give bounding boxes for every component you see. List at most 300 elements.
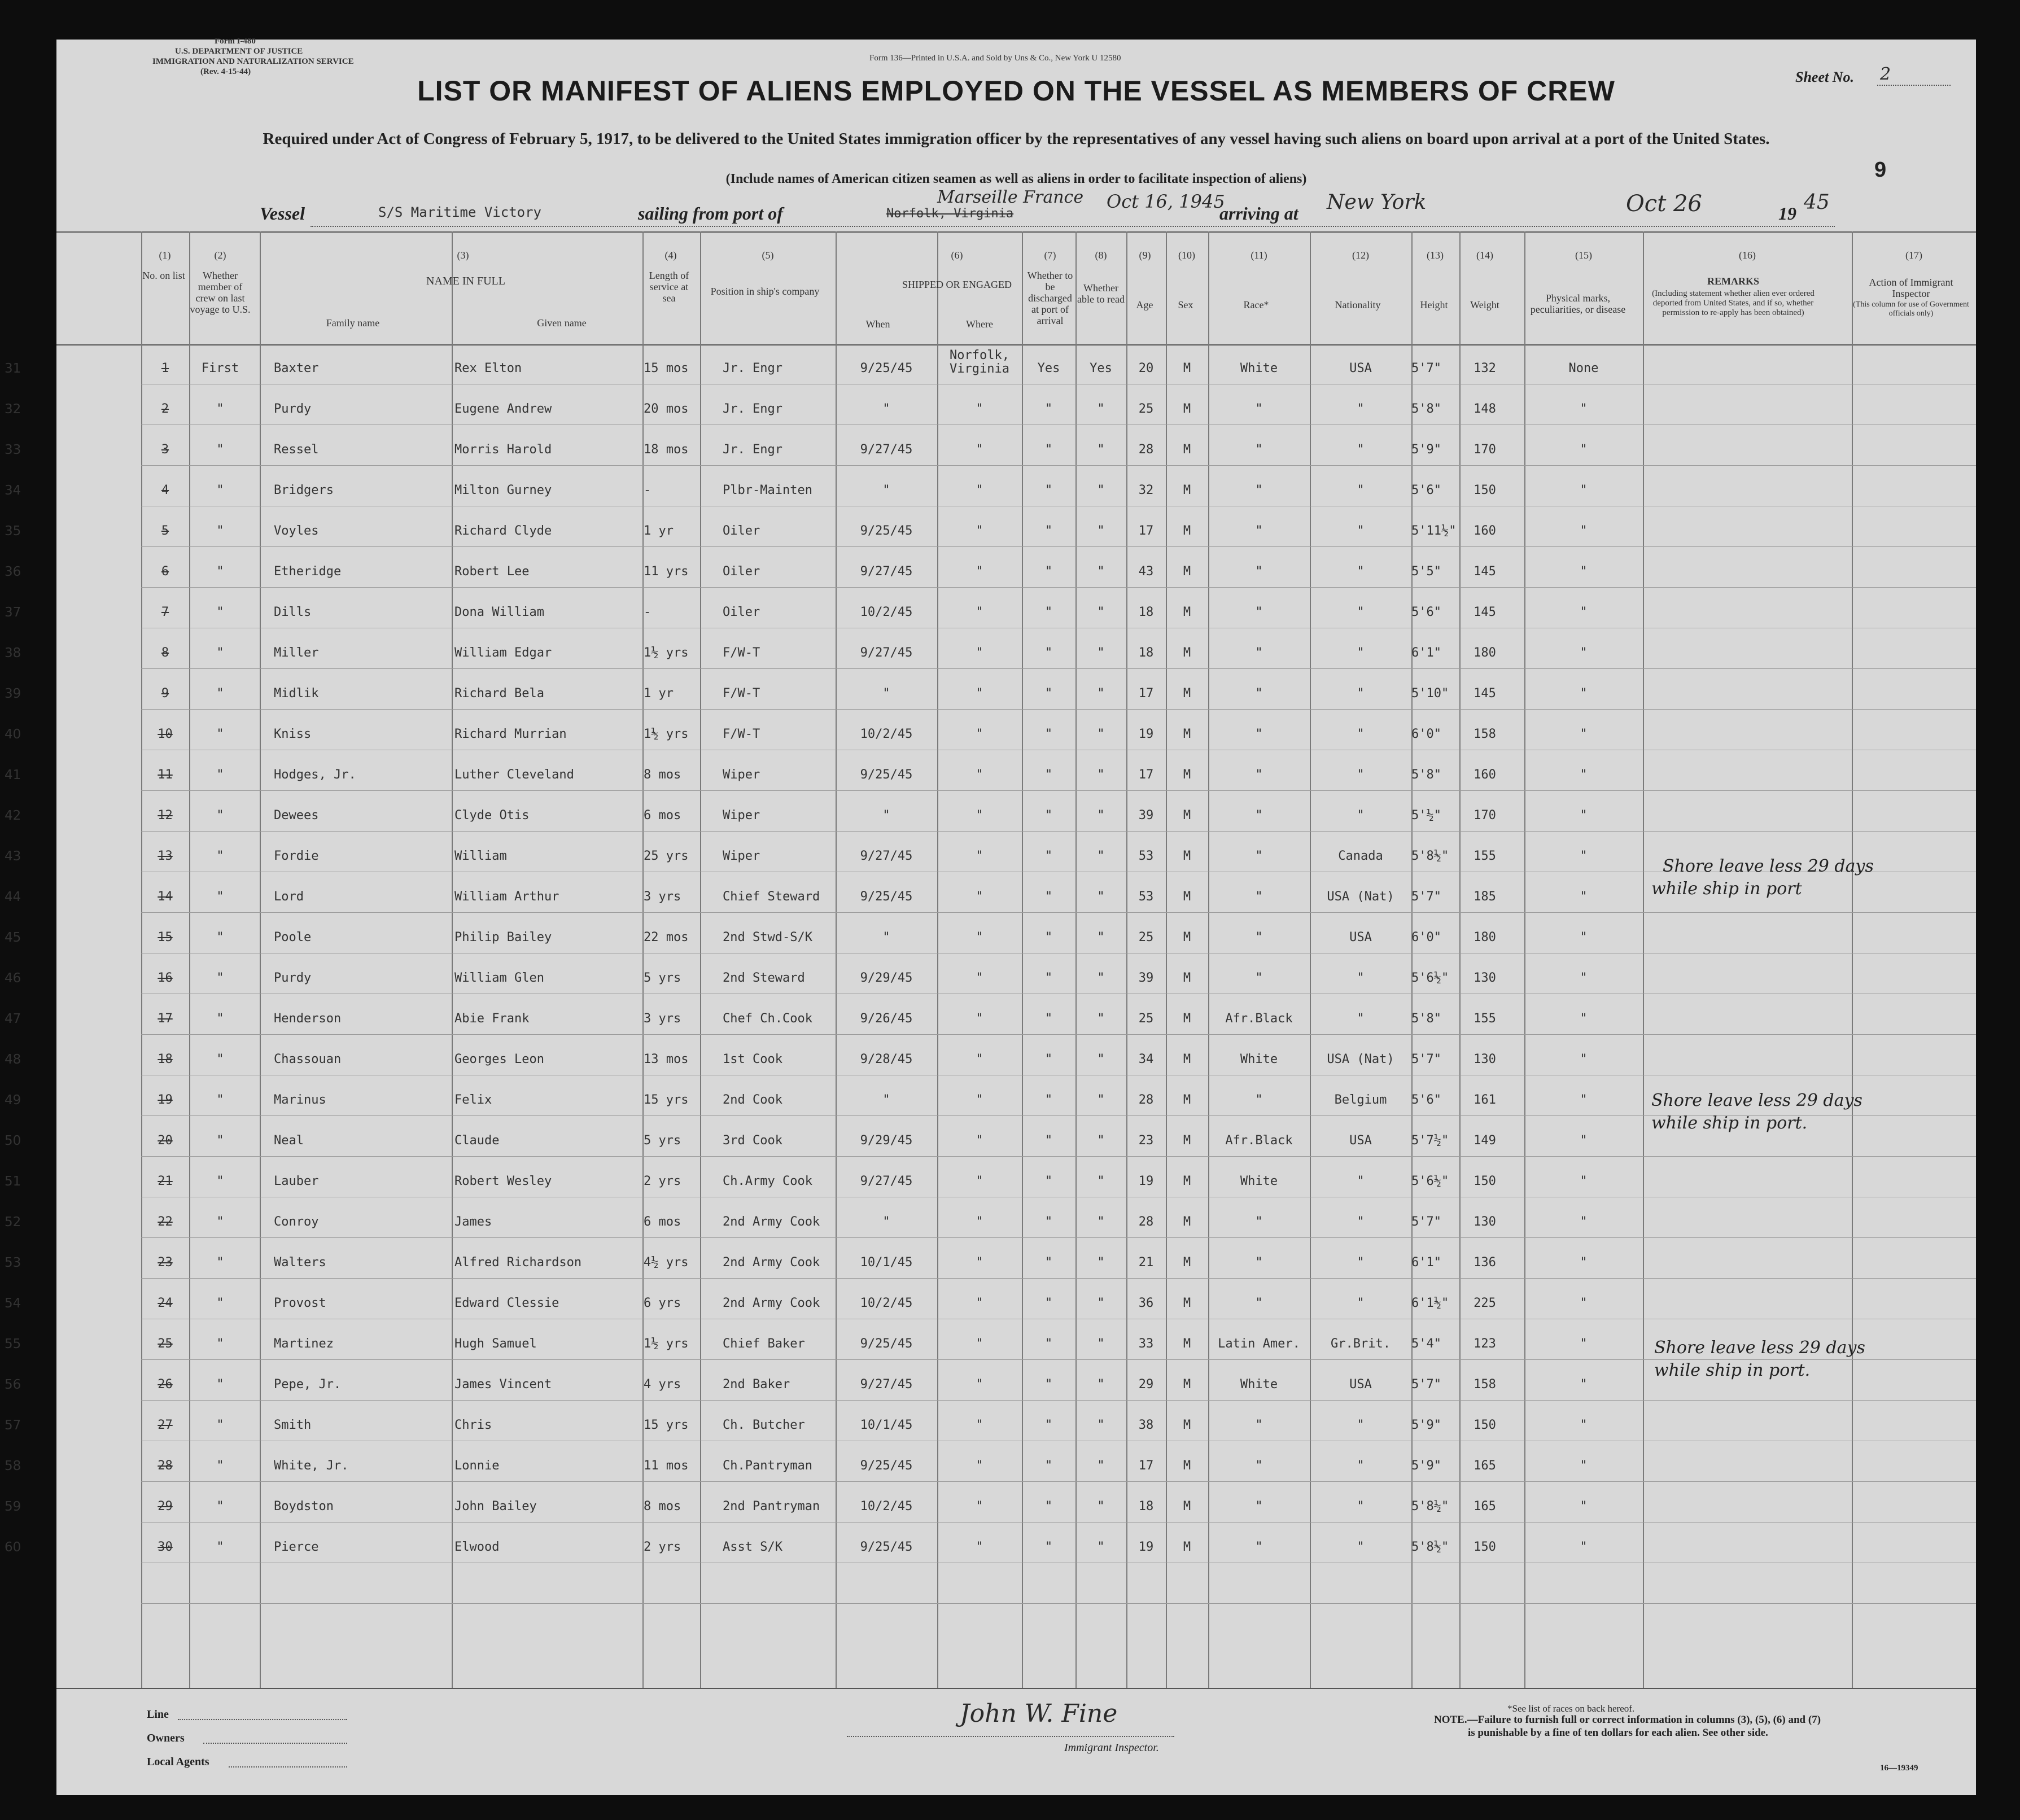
col-whether-member: Whether member of crew on last voyage to U.S. (190, 270, 251, 315)
form-number: Form I-480 (215, 37, 256, 46)
cell-sex: M (1183, 524, 1191, 538)
races-note: *See list of races on back hereof. (1507, 1703, 1635, 1714)
form-code: 16—19349 (1880, 1764, 1918, 1773)
cell-service: 20 mos (644, 402, 689, 416)
cell-given: Dona William (454, 605, 544, 619)
cell-when: 9/27/45 (860, 565, 913, 579)
cell-ref: 51 (5, 1174, 21, 1189)
vessel-name: S/S Maritime Victory (378, 204, 541, 220)
cell-height: 6'1" (1411, 646, 1441, 660)
cell-race: " (1255, 1255, 1263, 1270)
cell-position: F/W-T (723, 727, 760, 741)
cell-voyage: " (216, 524, 224, 538)
cell-discharged: " (1044, 1499, 1053, 1513)
cell-ref: 56 (5, 1377, 21, 1392)
cell-where: " (976, 1052, 983, 1066)
cell-height: 5'8" (1411, 768, 1441, 782)
col-height: Height (1420, 299, 1448, 310)
cell-when: 10/2/45 (860, 1296, 913, 1310)
cell-weight: 132 (1474, 361, 1496, 375)
cell-race: " (1255, 646, 1263, 660)
cell-when: " (882, 1215, 890, 1229)
cell-family: Baxter (274, 361, 319, 375)
revision: (Rev. 4-15-44) (200, 67, 251, 76)
cell-sex: M (1183, 849, 1191, 863)
cell-no: 7 (161, 605, 169, 619)
cell-read: " (1097, 727, 1105, 741)
cell-weight: 225 (1474, 1296, 1496, 1310)
vessel-line-rule (311, 226, 1835, 227)
cell-family: Neal (274, 1134, 304, 1148)
cell-voyage: " (216, 971, 224, 985)
cell-race: " (1255, 890, 1263, 904)
cell-sex: M (1183, 971, 1191, 985)
cell-race: " (1255, 808, 1263, 823)
cell-no: 24 (158, 1296, 173, 1310)
cell-weight: 130 (1474, 1215, 1496, 1229)
cell-physical: " (1580, 1418, 1588, 1432)
cell-ref: 38 (5, 646, 21, 660)
cell-sex: M (1183, 1052, 1191, 1066)
cell-when: 9/25/45 (860, 1540, 913, 1554)
cell-service: 1½ yrs (644, 727, 689, 741)
penalty-note-1: NOTE.—Failure to furnish full or correct information in columns (3), (5), (6) and (7) (1434, 1714, 1821, 1726)
cell-sex: M (1183, 1174, 1191, 1188)
column-number: (10) (1178, 250, 1195, 261)
cell-sex: M (1183, 646, 1191, 660)
cell-given: William Edgar (454, 646, 552, 660)
cell-nationality: USA (1349, 361, 1372, 375)
remark-line: while ship in port (1651, 879, 1802, 899)
cell-when: 10/2/45 (860, 1499, 913, 1513)
cell-race: Afr.Black (1225, 1012, 1293, 1026)
row-rule (141, 1237, 1976, 1238)
cell-height: 5'8½" (1411, 1499, 1449, 1513)
cell-ref: 55 (5, 1337, 21, 1351)
cell-given: Robert Lee (454, 565, 530, 579)
cell-no: 11 (158, 768, 173, 782)
cell-discharged: " (1044, 971, 1053, 985)
cell-family: Martinez (274, 1337, 334, 1351)
col-physical: Physical marks, peculiarities, or disease (1530, 292, 1626, 315)
cell-voyage: " (216, 1337, 224, 1351)
cell-sex: M (1183, 605, 1191, 619)
cell-weight: 123 (1474, 1337, 1496, 1351)
row-rule (141, 668, 1976, 669)
cell-height: 6'0" (1411, 930, 1441, 944)
cell-sex: M (1183, 1093, 1191, 1107)
cell-sex: M (1183, 1377, 1191, 1392)
cell-ref: 49 (5, 1093, 21, 1108)
cell-weight: 150 (1474, 1174, 1496, 1188)
document-subtitle: Required under Act of Congress of February 5, 1917, to be delivered to the United States immigration officer by the representatives of any vessel having such aliens on board upon arrival at a port of the United States. (263, 130, 1770, 148)
inspector-label: Immigrant Inspector. (1064, 1742, 1159, 1754)
cell-given: Richard Bela (454, 686, 544, 701)
cell-race: " (1255, 1418, 1263, 1432)
signature-rule (847, 1736, 1174, 1737)
cell-voyage: " (216, 1499, 224, 1513)
cell-where: " (976, 1459, 983, 1473)
cell-service: 6 mos (644, 1215, 681, 1229)
cell-physical: " (1580, 1540, 1588, 1554)
cell-physical: " (1580, 1255, 1588, 1270)
cell-when: 9/28/45 (860, 1052, 913, 1066)
cell-height: 5'8½" (1411, 849, 1449, 863)
cell-discharged: " (1044, 1052, 1053, 1066)
cell-voyage: " (216, 727, 224, 741)
cell-discharged: " (1044, 443, 1053, 457)
cell-nationality: " (1357, 1296, 1365, 1310)
cell-voyage: " (216, 1296, 224, 1310)
cell-weight: 145 (1474, 605, 1496, 619)
cell-position: 2nd Steward (723, 971, 805, 985)
cell-ref: 60 (5, 1540, 21, 1555)
cell-when: 9/27/45 (860, 1174, 913, 1188)
row-rule (141, 587, 1976, 588)
cell-ref: 57 (5, 1418, 21, 1433)
cell-read: " (1097, 1418, 1105, 1432)
cell-nationality: USA (1349, 1134, 1372, 1148)
cell-when: " (882, 1093, 890, 1107)
cell-voyage: " (216, 890, 224, 904)
cell-sex: M (1183, 1215, 1191, 1229)
cell-read: " (1097, 1134, 1105, 1148)
cell-no: 4 (161, 483, 169, 497)
row-rule (141, 1522, 1976, 1523)
cell-position: 2nd Army Cook (723, 1255, 820, 1270)
cell-physical: " (1580, 1377, 1588, 1392)
cell-when: 9/25/45 (860, 890, 913, 904)
cell-service: 8 mos (644, 768, 681, 782)
cell-sex: M (1183, 930, 1191, 944)
cell-sex: M (1183, 1012, 1191, 1026)
cell-physical: " (1580, 1296, 1588, 1310)
cell-ref: 45 (5, 930, 21, 945)
cell-where: " (976, 1499, 983, 1513)
cell-height: 5'6" (1411, 483, 1441, 497)
cell-voyage: " (216, 808, 224, 823)
cell-age: 18 (1138, 646, 1154, 660)
cell-sex: M (1183, 808, 1191, 823)
cell-position: 3rd Cook (723, 1134, 782, 1148)
cell-nationality: " (1357, 808, 1365, 823)
cell-family: Hodges, Jr. (274, 768, 356, 782)
cell-nationality: Belgium (1334, 1093, 1387, 1107)
cell-where: " (976, 443, 983, 457)
cell-family: Lord (274, 890, 304, 904)
cell-where: " (976, 1093, 983, 1107)
cell-voyage: " (216, 605, 224, 619)
cell-age: 19 (1138, 1540, 1154, 1554)
cell-family: Voyles (274, 524, 319, 538)
cell-discharged: " (1044, 1296, 1053, 1310)
cell-age: 19 (1138, 1174, 1154, 1188)
cell-nationality: " (1357, 565, 1365, 579)
cell-race: White (1240, 1174, 1278, 1188)
cell-where: " (976, 1134, 983, 1148)
cell-position: Oiler (723, 524, 760, 538)
cell-race: " (1255, 524, 1263, 538)
cell-discharged: " (1044, 605, 1053, 619)
cell-given: Claude (454, 1134, 500, 1148)
cell-height: 5'7" (1411, 1052, 1441, 1066)
cell-height: 5'9" (1411, 1459, 1441, 1473)
cell-ref: 32 (5, 402, 21, 417)
cell-weight: 165 (1474, 1499, 1496, 1513)
cell-position: 2nd Cook (723, 1093, 782, 1107)
cell-where: " (976, 808, 983, 823)
cell-ref: 59 (5, 1499, 21, 1514)
cell-given: Morris Harold (454, 443, 552, 457)
cell-no: 22 (158, 1215, 173, 1229)
cell-race: Afr.Black (1225, 1134, 1293, 1148)
cell-age: 28 (1138, 443, 1154, 457)
printer-line: Form 136—Printed in U.S.A. and Sold by Uns & Co., New York U 12580 (869, 54, 1121, 63)
cell-read: " (1097, 1052, 1105, 1066)
penalty-note-2: is punishable by a fine of ten dollars for each alien. See other side. (1468, 1727, 1768, 1739)
cell-nationality: " (1357, 1459, 1365, 1473)
col-name-in-full: NAME IN FULL (426, 275, 505, 287)
cell-physical: " (1580, 565, 1588, 579)
cell-height: 5'8½" (1411, 1540, 1449, 1554)
cell-family: Poole (274, 930, 312, 944)
cell-physical: " (1580, 646, 1588, 660)
cell-read: " (1097, 890, 1105, 904)
row-rule (141, 1400, 1976, 1401)
cell-where: " (976, 565, 983, 579)
cell-weight: 158 (1474, 727, 1496, 741)
cell-weight: 185 (1474, 890, 1496, 904)
cell-family: Marinus (274, 1093, 326, 1107)
cell-race: White (1240, 1377, 1278, 1392)
cell-read: " (1097, 1337, 1105, 1351)
cell-position: Ch. Butcher (723, 1418, 805, 1432)
cell-age: 39 (1138, 808, 1154, 823)
cell-when: 9/25/45 (860, 361, 913, 375)
cell-sex: M (1183, 1540, 1191, 1554)
cell-sex: M (1183, 483, 1191, 497)
cell-age: 25 (1138, 930, 1154, 944)
column-number: (11) (1251, 250, 1267, 261)
cell-read: " (1097, 768, 1105, 782)
cell-where: " (976, 1540, 983, 1554)
cell-service: 3 yrs (644, 890, 681, 904)
cell-height: 5'6½" (1411, 971, 1449, 985)
cell-given: Chris (454, 1418, 492, 1432)
cell-where: " (976, 768, 983, 782)
cell-family: Pierce (274, 1540, 319, 1554)
cell-position: Plbr-Mainten (723, 483, 812, 497)
cell-height: 5'7" (1411, 890, 1441, 904)
cell-physical: " (1580, 483, 1588, 497)
cell-given: Richard Clyde (454, 524, 552, 538)
cell-when: 9/27/45 (860, 443, 913, 457)
cell-weight: 170 (1474, 443, 1496, 457)
sail-date: Oct 16, 1945 (1107, 191, 1225, 212)
column-number: (13) (1427, 250, 1444, 261)
cell-ref: 44 (5, 890, 21, 904)
cell-where: " (976, 971, 983, 985)
cell-weight: 145 (1474, 565, 1496, 579)
column-number: (2) (214, 250, 226, 261)
cell-service: - (644, 483, 652, 497)
cell-read: " (1097, 1540, 1105, 1554)
column-number: (6) (951, 250, 963, 261)
cell-discharged: " (1044, 1134, 1053, 1148)
cell-no: 6 (161, 565, 169, 579)
cell-position: Oiler (723, 605, 760, 619)
column-number: (1) (159, 250, 171, 261)
cell-no: 25 (158, 1337, 173, 1351)
cell-age: 17 (1138, 1459, 1154, 1473)
cell-family: Boydston (274, 1499, 334, 1513)
cell-weight: 158 (1474, 1377, 1496, 1392)
cell-family: Conroy (274, 1215, 319, 1229)
cell-family: Dewees (274, 808, 319, 823)
cell-position: Ch.Pantryman (723, 1459, 812, 1473)
cell-physical: " (1580, 1093, 1588, 1107)
cell-voyage: " (216, 849, 224, 863)
cell-discharged: " (1044, 1540, 1053, 1554)
cell-given: Milton Gurney (454, 483, 552, 497)
cell-service: 25 yrs (644, 849, 689, 863)
cell-service: 18 mos (644, 443, 689, 457)
cell-physical: " (1580, 1134, 1588, 1148)
cell-height: 5'7" (1411, 361, 1441, 375)
cell-where: " (976, 1012, 983, 1026)
cell-race: White (1240, 1052, 1278, 1066)
cell-discharged: " (1044, 565, 1053, 579)
cell-physical: " (1580, 1174, 1588, 1188)
manifest-sheet (5, 37, 1976, 1795)
cell-sex: M (1183, 1459, 1191, 1473)
service: IMMIGRATION AND NATURALIZATION SERVICE (152, 57, 354, 66)
cell-no: 17 (158, 1012, 173, 1026)
cell-read: " (1097, 1093, 1105, 1107)
cell-discharged: " (1044, 930, 1053, 944)
cell-sex: M (1183, 1499, 1191, 1513)
cell-service: 2 yrs (644, 1540, 681, 1554)
cell-family: Bridgers (274, 483, 334, 497)
cell-physical: " (1580, 1459, 1588, 1473)
cell-ref: 50 (5, 1134, 21, 1148)
column-rule (260, 231, 261, 1688)
cell-weight: 145 (1474, 686, 1496, 701)
cell-read: " (1097, 443, 1105, 457)
cell-given: Luther Cleveland (454, 768, 574, 782)
cell-physical: " (1580, 727, 1588, 741)
cell-voyage: " (216, 1377, 224, 1392)
footer-line-label: Line (147, 1708, 169, 1721)
cell-physical: " (1580, 1499, 1588, 1513)
cell-sex: M (1183, 443, 1191, 457)
cell-given: William (454, 849, 507, 863)
cell-nationality: " (1357, 646, 1365, 660)
cell-position: Wiper (723, 808, 760, 823)
cell-position: Wiper (723, 768, 760, 782)
cell-given: Eugene Andrew (454, 402, 552, 416)
cell-height: 5'4" (1411, 1337, 1441, 1351)
cell-weight: 136 (1474, 1255, 1496, 1270)
cell-sex: M (1183, 565, 1191, 579)
cell-read: " (1097, 1012, 1105, 1026)
cell-weight: 160 (1474, 768, 1496, 782)
cell-height: 5'9" (1411, 443, 1441, 457)
cell-read: " (1097, 1499, 1105, 1513)
cell-race: Latin Amer. (1218, 1337, 1300, 1351)
cell-service: 15 yrs (644, 1093, 689, 1107)
cell-when: " (882, 402, 890, 416)
cell-service: 6 yrs (644, 1296, 681, 1310)
cell-age: 17 (1138, 686, 1154, 701)
cell-discharged: " (1044, 890, 1053, 904)
cell-when: " (882, 930, 890, 944)
cell-where: " (976, 1377, 983, 1392)
cell-sex: M (1183, 1255, 1191, 1270)
cell-height: 5'5" (1411, 565, 1441, 579)
col-position: Position in ship's company (710, 286, 820, 297)
cell-read: " (1097, 646, 1105, 660)
agents-rule (229, 1766, 347, 1768)
header-bottom-rule (56, 344, 1976, 345)
cell-voyage: " (216, 768, 224, 782)
cell-where: " (976, 1215, 983, 1229)
cell-no: 10 (158, 727, 173, 741)
cell-race: " (1255, 1296, 1263, 1310)
cell-discharged: " (1044, 1377, 1053, 1392)
cell-read: " (1097, 402, 1105, 416)
cell-nationality: " (1357, 1174, 1365, 1188)
cell-weight: 130 (1474, 1052, 1496, 1066)
col-given-name: Given name (537, 317, 587, 329)
row-rule (141, 1034, 1976, 1035)
cell-race: " (1255, 1459, 1263, 1473)
cell-nationality: USA (Nat) (1327, 890, 1394, 904)
page-mark: 9 (1874, 158, 1887, 182)
cell-race: " (1255, 971, 1263, 985)
cell-given: Lonnie (454, 1459, 500, 1473)
cell-age: 20 (1138, 361, 1154, 375)
cell-height: 5'½" (1411, 808, 1441, 823)
cell-physical: None (1568, 361, 1599, 375)
cell-where: " (976, 686, 983, 701)
cell-nationality: " (1357, 443, 1365, 457)
col-age: Age (1136, 299, 1153, 310)
cell-discharged: " (1044, 402, 1053, 416)
cell-position: Chef Ch.Cook (723, 1012, 812, 1026)
cell-read: " (1097, 1255, 1105, 1270)
cell-no: 29 (158, 1499, 173, 1513)
cell-when: 9/25/45 (860, 1459, 913, 1473)
cell-service: 11 mos (644, 1459, 689, 1473)
cell-where: " (976, 1296, 983, 1310)
port-handwritten: Marseille France (937, 187, 1084, 207)
cell-age: 17 (1138, 768, 1154, 782)
cell-position: 2nd Army Cook (723, 1215, 820, 1229)
cell-position: F/W-T (723, 646, 760, 660)
cell-given: Elwood (454, 1540, 500, 1554)
remark-row-13 (1651, 855, 1874, 900)
cell-race: " (1255, 1093, 1263, 1107)
cell-nationality: " (1357, 524, 1365, 538)
cell-read: " (1097, 1215, 1105, 1229)
cell-discharged: " (1044, 808, 1053, 823)
cell-age: 38 (1138, 1418, 1154, 1432)
cell-no: 3 (161, 443, 169, 457)
cell-service: 8 mos (644, 1499, 681, 1513)
cell-ref: 34 (5, 483, 21, 498)
column-number: (4) (664, 250, 677, 261)
